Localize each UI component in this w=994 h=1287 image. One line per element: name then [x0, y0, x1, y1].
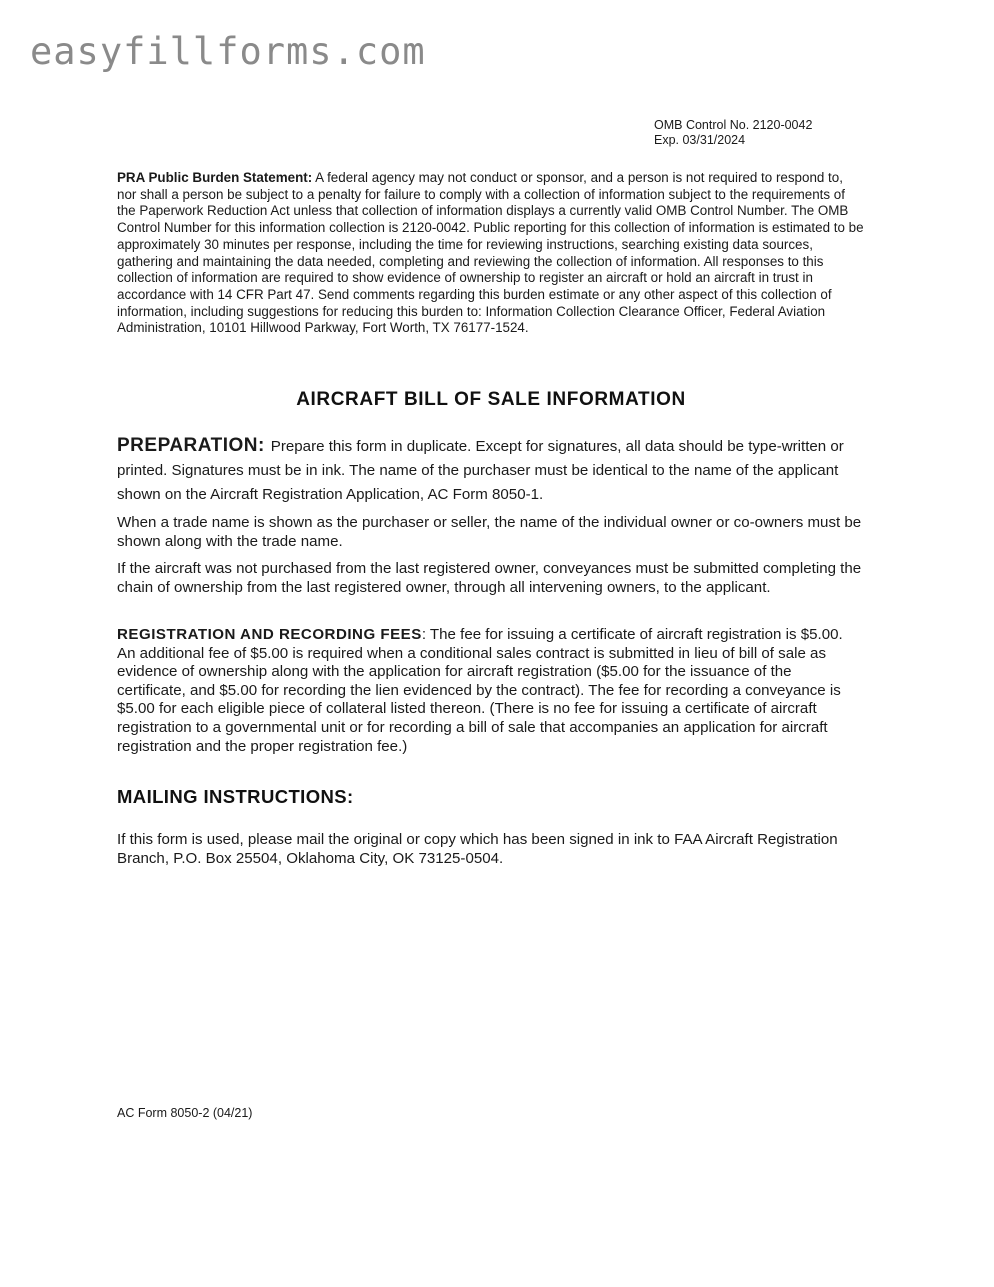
pra-heading: PRA Public Burden Statement:	[117, 170, 313, 185]
fees-heading: REGISTRATION AND RECORDING FEES	[117, 626, 422, 643]
pra-burden-statement	[117, 170, 865, 337]
fees-text: : The fee for issuing a certificate of aircraft registration is $5.00. An additional fee of $5.00 is required when a conditional sales contract is submitted in lieu of bill of sale as evidence of ownership along with the application for aircraft registration ($5.00 for the issuance of the certificate, and $5.00 for recording the lien evidenced by the contract). The fee for recording a conveyance is $5.00 for each eligible piece of collateral listed thereon. (There is no fee for issuing a certificate of aircraft registration to a governmental unit or for recording a bill of sale that accompanies an application for aircraft registration and the proper registration fee.)	[117, 626, 843, 755]
watermark-logo: easyfillforms.com	[30, 30, 426, 73]
trade-name-paragraph: When a trade name is shown as the purchaser or seller, the name of the individual owner or co-owners must be shown along with the trade name.	[117, 514, 862, 550]
pra-text: A federal agency may not conduct or sponsor, and a person is not required to respond to, nor shall a person be subject to a penalty for failure to comply with a collection of information subject to the requirements of the Paperwork Reduction Act unless that collection of information displays a currently valid OMB Control Number. The OMB Control Number for this information collection is 2120-0042. Public reporting for this collection of information is estimated to be approximately 30 minutes per response, including the time for reviewing instructions, searching existing data sources, gathering and maintaining the data needed, completing and reviewing the collection of information. All responses to this collection of information are required to show evidence of ownership to register an aircraft or hold an aircraft in trust in accordance with 14 CFR Part 47. Send comments regarding this burden estimate or any other aspect of this collection of information, including suggestions for reducing this burden to: Information Collection Clearance Officer, Federal Aviation Administration, 10101 Hillwood Parkway, Fort Worth, TX 76177-1524.	[117, 170, 864, 336]
omb-expiration: Exp. 03/31/2024	[654, 133, 746, 147]
omb-control-number: OMB Control No. 2120-0042	[654, 118, 813, 132]
preparation-heading: PREPARATION:	[117, 435, 265, 456]
mailing-heading: MAILING INSTRUCTIONS:	[117, 786, 354, 807]
omb-control-block	[654, 118, 812, 148]
fees-section	[117, 626, 862, 756]
preparation-section	[117, 434, 862, 507]
form-footer: AC Form 8050-2 (04/21)	[117, 1106, 253, 1120]
preparation-text: Prepare this form in duplicate. Except for signatures, all data should be type-written or printed. Signatures must be in ink. The name of the purchaser must be identical to the name of the applicant shown on the Aircraft Registration Application, AC Form 8050-1.	[117, 438, 844, 503]
page-title: AIRCRAFT BILL OF SALE INFORMATION	[296, 389, 686, 410]
mailing-text: If this form is used, please mail the original or copy which has been signed in ink to FAA Aircraft Registration Branch, P.O. Box 25504, Oklahoma City, OK 73125-0504.	[117, 831, 838, 867]
chain-of-ownership-paragraph: If the aircraft was not purchased from the last registered owner, conveyances must be submitted completing the chain of ownership from the last registered owner, through all intervening owners, to the applicant.	[117, 560, 862, 596]
